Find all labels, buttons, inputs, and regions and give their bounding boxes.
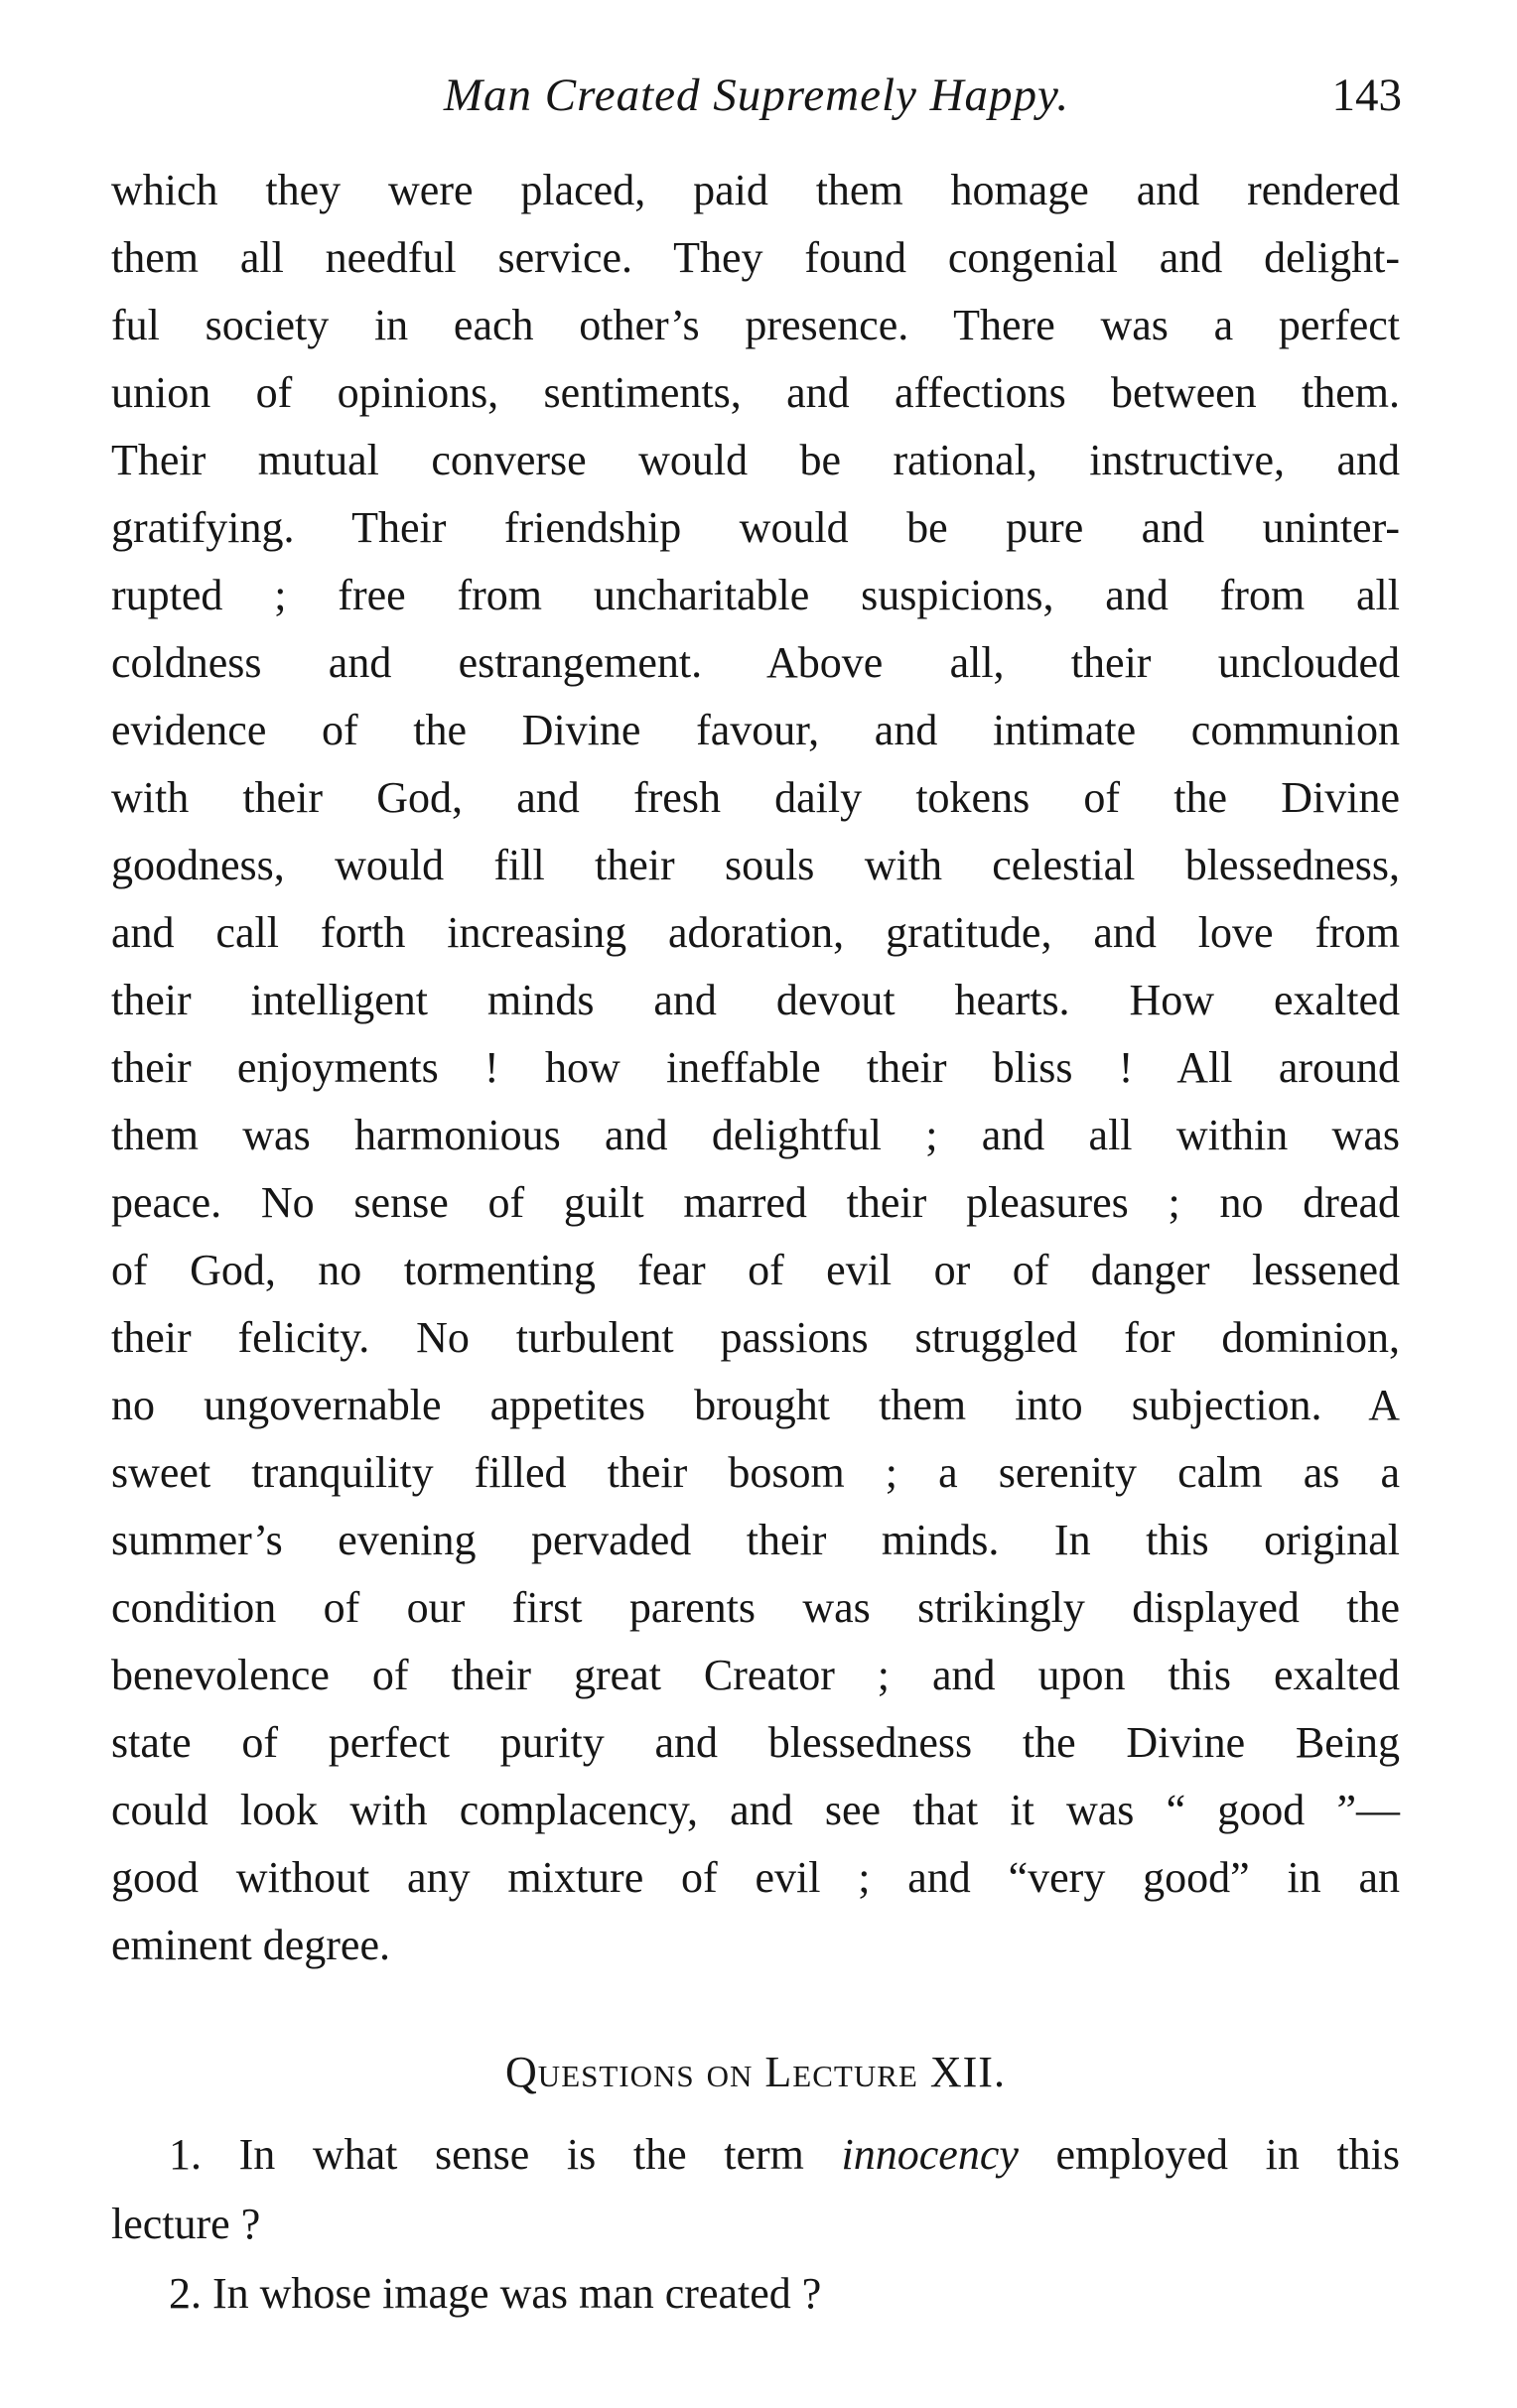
text-line: could look with complacency, and see that it was “ good ”— xyxy=(111,1786,1400,1834)
question-2: 2. In whose image was man created ? xyxy=(169,2269,822,2318)
question-1 xyxy=(111,2120,1400,2190)
text-line: them all needful service. They found congenial and delight- xyxy=(111,233,1400,282)
question-list xyxy=(111,2120,1400,2329)
text-line: Their mutual converse would be rational, instructive, and xyxy=(111,436,1400,484)
text-line: coldness and estrangement. Above all, their unclouded xyxy=(111,638,1400,687)
text-line: peace. No sense of guilt marred their pleasures ; no dread xyxy=(111,1178,1400,1227)
section-heading xyxy=(111,2033,1400,2112)
text-line: rupted ; free from uncharitable suspicions, and from all xyxy=(111,571,1400,619)
text-line: condition of our first parents was strikingly displayed the xyxy=(111,1583,1400,1632)
question-1-end: employed in this xyxy=(1055,2130,1401,2179)
text-line: goodness, would fill their souls with celestial blessedness, xyxy=(111,841,1400,889)
text-line: with their God, and fresh daily tokens of the Divine xyxy=(111,773,1400,822)
body-paragraph xyxy=(111,157,1400,1979)
text-line: their enjoyments ! how ineffable their bliss ! All around xyxy=(111,1043,1400,1092)
text-line: sweet tranquility filled their bosom ; a serenity calm as a xyxy=(111,1448,1400,1497)
section-heading-prefix: Questions on Lecture xyxy=(505,2048,918,2096)
text-line: ful society in each other’s presence. There was a perfect xyxy=(111,301,1400,349)
page-number: 143 xyxy=(1331,69,1402,121)
text-line: them was harmonious and delightful ; and all within was xyxy=(111,1111,1400,1159)
text-line: state of perfect purity and blessedness the Divine Being xyxy=(111,1718,1400,1767)
text-line: summer’s evening pervaded their minds. In this original xyxy=(111,1516,1400,1564)
text-line: their intelligent minds and devout hearts. How exalted xyxy=(111,976,1400,1024)
text-line: of God, no tormenting fear of evil or of danger lessened xyxy=(111,1246,1400,1294)
running-head xyxy=(111,56,1402,135)
text-line: good without any mixture of evil ; and “very good” in an xyxy=(111,1853,1400,1902)
text-line: evidence of the Divine favour, and intimate communion xyxy=(111,706,1400,754)
question-1-term: innocency xyxy=(841,2130,1019,2179)
text-line: their felicity. No turbulent passions struggled for dominion, xyxy=(111,1313,1400,1362)
text-line: which they were placed, paid them homage and rendered xyxy=(111,166,1400,214)
running-title: Man Created Supremely Happy. xyxy=(443,69,1070,121)
question-1-continuation: lecture ? xyxy=(111,2200,261,2248)
text-line: union of opinions, sentiments, and affections between them. xyxy=(111,368,1400,417)
text-line: benevolence of their great Creator ; and upon this exalted xyxy=(111,1651,1400,1699)
section-heading-numeral: XII. xyxy=(929,2048,1006,2096)
text-line: and call forth increasing adoration, gratitude, and love from xyxy=(111,908,1400,957)
text-line: eminent degree. xyxy=(111,1921,390,1969)
question-1-start: 1. In what sense is the term xyxy=(169,2130,804,2179)
text-line: no ungovernable appetites brought them into subjection. A xyxy=(111,1381,1400,1429)
text-line: gratifying. Their friendship would be pure and uninter- xyxy=(111,503,1400,552)
